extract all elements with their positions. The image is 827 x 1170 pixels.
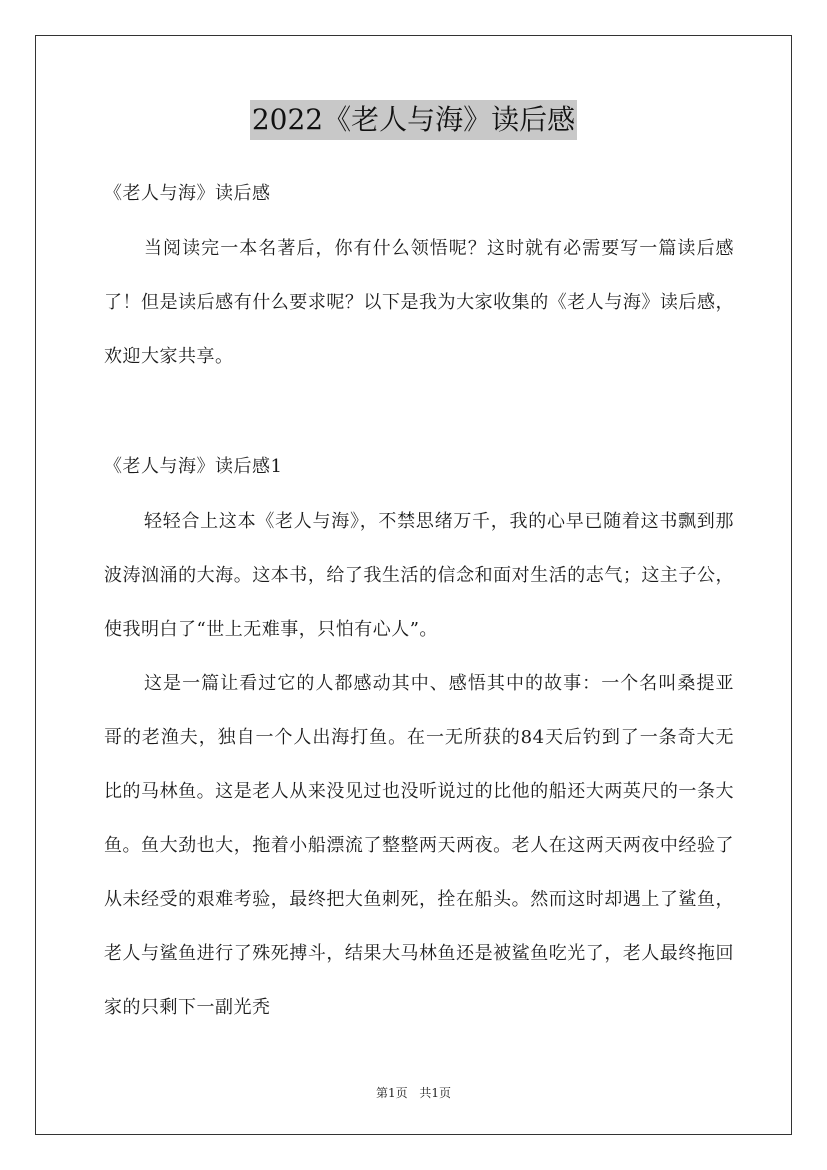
title-container (0, 100, 827, 140)
section1-paragraph-2: 这是一篇让看过它的人都感动其中、感悟其中的故事：一个名叫桑提亚哥的老渔夫，独自一个人出海打鱼。在一无所获的84天后钓到了一条奇大无比的马林鱼。这是老人从来没见过也没听说过的比他的船还大两英尺的一条大鱼。鱼大劲也大，拖着小船漂流了整整两天两夜。老人在这两天两夜中经验了从未经受的艰难考验，最终把大鱼刺死，拴在船头。然而这时却遇上了鲨鱼，老人与鲨鱼进行了殊死搏斗，结果大马林鱼还是被鲨鱼吃光了，老人最终拖回家的只剩下一副光秃 (104, 673, 734, 1018)
section1-paragraph-1: 轻轻合上这本《老人与海》，不禁思绪万千，我的心早已随着这书飘到那波涛汹涌的大海。这本书，给了我生活的信念和面对生活的志气；这主子公，使我明白了“世上无难事，只怕有心人”。 (104, 511, 734, 640)
document-title: 2022《老人与海》读后感 (250, 100, 577, 140)
intro-paragraph: 当阅读完一本名著后，你有什么领悟呢？这时就有必需要写一篇读后感了！但是读后感有什么要求呢？以下是我为大家收集的《老人与海》读后感，欢迎大家共享。 (104, 238, 734, 367)
page-total-label: 共1页 (419, 1086, 452, 1100)
document-subtitle: 《老人与海》读后感 (104, 183, 271, 204)
section-heading-1: 《老人与海》读后感1 (104, 456, 283, 477)
page-current-label: 第1页 (375, 1086, 408, 1100)
page-footer (0, 1084, 827, 1101)
